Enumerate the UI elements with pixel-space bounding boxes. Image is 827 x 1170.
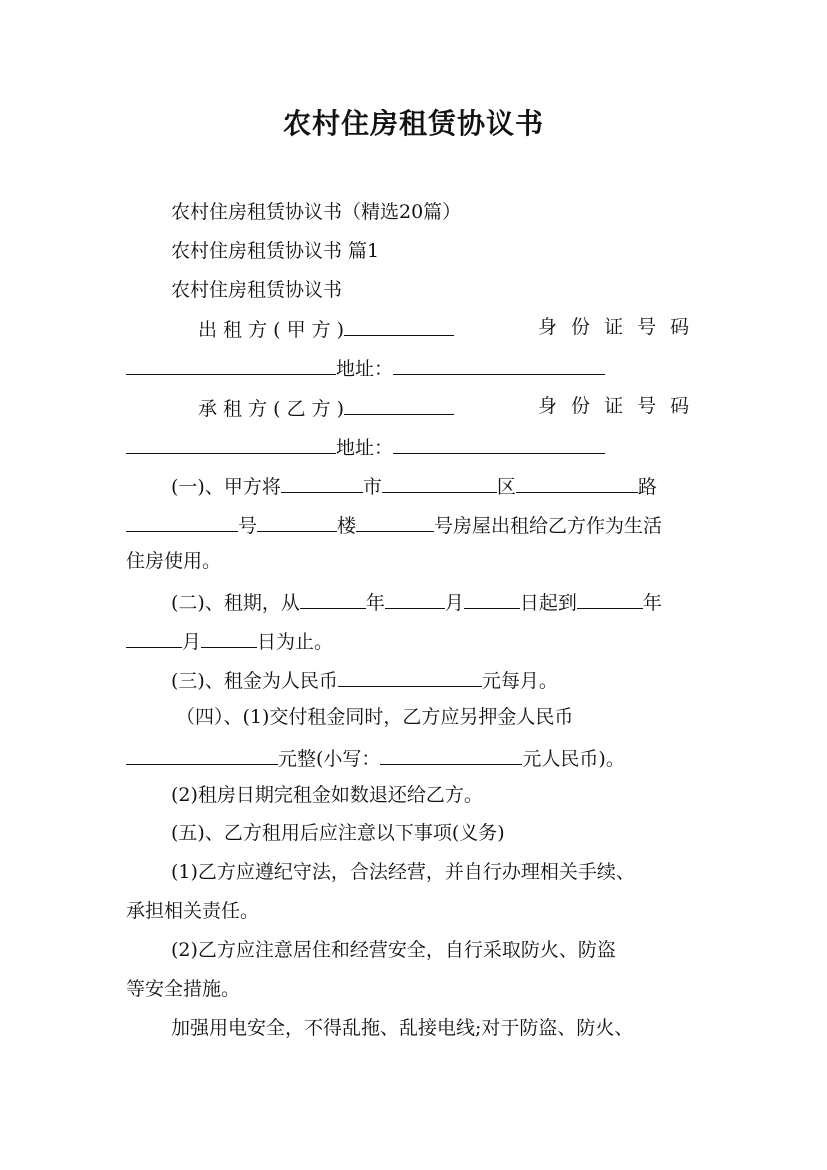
lessee-id-label: 身 份 证 号 码 — [538, 395, 694, 417]
clause-text: 月 — [444, 592, 464, 614]
lessee-label: 承 租 方 ( 乙 方 ) — [198, 398, 345, 420]
address-label: 地址： — [336, 358, 394, 380]
section-heading: 农村住房租赁协议书 篇1 — [171, 240, 380, 262]
blank — [344, 392, 454, 415]
blank — [126, 625, 182, 648]
lessor-id-label: 身 份 证 号 码 — [538, 316, 694, 338]
clause-text: 号 — [238, 515, 258, 537]
clause5: (五)、乙方租用后应注意以下事项(义务) — [171, 822, 505, 844]
blank — [516, 470, 638, 493]
blank — [344, 313, 454, 336]
clause5-1a: (1)乙方应遵纪守法，合法经营，并自行办理相关手续、 — [171, 861, 635, 883]
blank — [338, 664, 482, 687]
clause-text: 楼 — [337, 515, 357, 537]
blank — [380, 742, 522, 765]
clause-text: 号房屋出租给乙方作为生活 — [434, 515, 663, 537]
blank — [126, 431, 336, 454]
lessor-row — [198, 313, 454, 341]
clause-text: 年 — [365, 592, 385, 614]
blank — [257, 509, 337, 532]
blank — [126, 742, 278, 765]
clause-text: 日为止。 — [257, 631, 334, 653]
clause5-1b: 承担相关责任。 — [126, 900, 260, 922]
blank — [464, 586, 520, 609]
clause5-3: 加强用电安全，不得乱拖、乱接电线;对于防盗、防火、 — [171, 1017, 634, 1039]
document-title: 农村住房租赁协议书 — [282, 107, 544, 140]
clause2-line2 — [126, 625, 333, 653]
blank — [385, 586, 445, 609]
clause1-line3: 住房使用。 — [126, 550, 222, 572]
blank — [201, 625, 257, 648]
clause3 — [171, 664, 558, 692]
blank — [393, 352, 605, 375]
clause1-line2 — [126, 509, 662, 537]
clause4-line2 — [126, 742, 625, 770]
clause1-line1 — [171, 470, 657, 498]
clause4-2: (2)租房日期完租金如数退还给乙方。 — [171, 784, 483, 806]
clause5-2b: 等安全措施。 — [126, 978, 241, 1000]
clause4-line1: （四）、(1)交付租金同时，乙方应另押金人民币 — [176, 706, 574, 728]
subtitle: 农村住房租赁协议书（精选20篇） — [171, 201, 462, 223]
blank — [300, 586, 366, 609]
clause2-line1 — [171, 586, 662, 614]
lessee-row — [198, 392, 454, 420]
clause-text: 元人民币)。 — [522, 748, 625, 770]
blank — [382, 470, 497, 493]
blank — [126, 509, 238, 532]
clause-text: 元每月。 — [481, 670, 558, 692]
clause-text: (三)、租金为人民币 — [171, 670, 338, 692]
clause-text: (二)、租期，从 — [171, 592, 300, 614]
blank — [356, 509, 434, 532]
clause5-2a: (2)乙方应注意居住和经营安全，自行采取防火、防盗 — [171, 939, 616, 961]
blank — [281, 470, 363, 493]
clause-text: 区 — [496, 476, 516, 498]
blank — [577, 586, 643, 609]
clause-text: (一)、甲方将 — [171, 476, 281, 498]
clause-text: 路 — [637, 476, 657, 498]
lessor-label: 出 租 方 ( 甲 方 ) — [198, 319, 345, 341]
clause-text: 月 — [182, 631, 202, 653]
clause-text: 年 — [642, 592, 662, 614]
address-label: 地址： — [336, 437, 394, 459]
clause-text: 市 — [362, 476, 382, 498]
doc-name: 农村住房租赁协议书 — [171, 279, 343, 301]
blank — [126, 352, 336, 375]
blank — [393, 431, 605, 454]
lessee-row-2 — [126, 431, 605, 459]
lessor-row-2 — [126, 352, 605, 380]
clause-text: 日起到 — [519, 592, 577, 614]
clause-text: 元整(小写： — [278, 748, 381, 770]
